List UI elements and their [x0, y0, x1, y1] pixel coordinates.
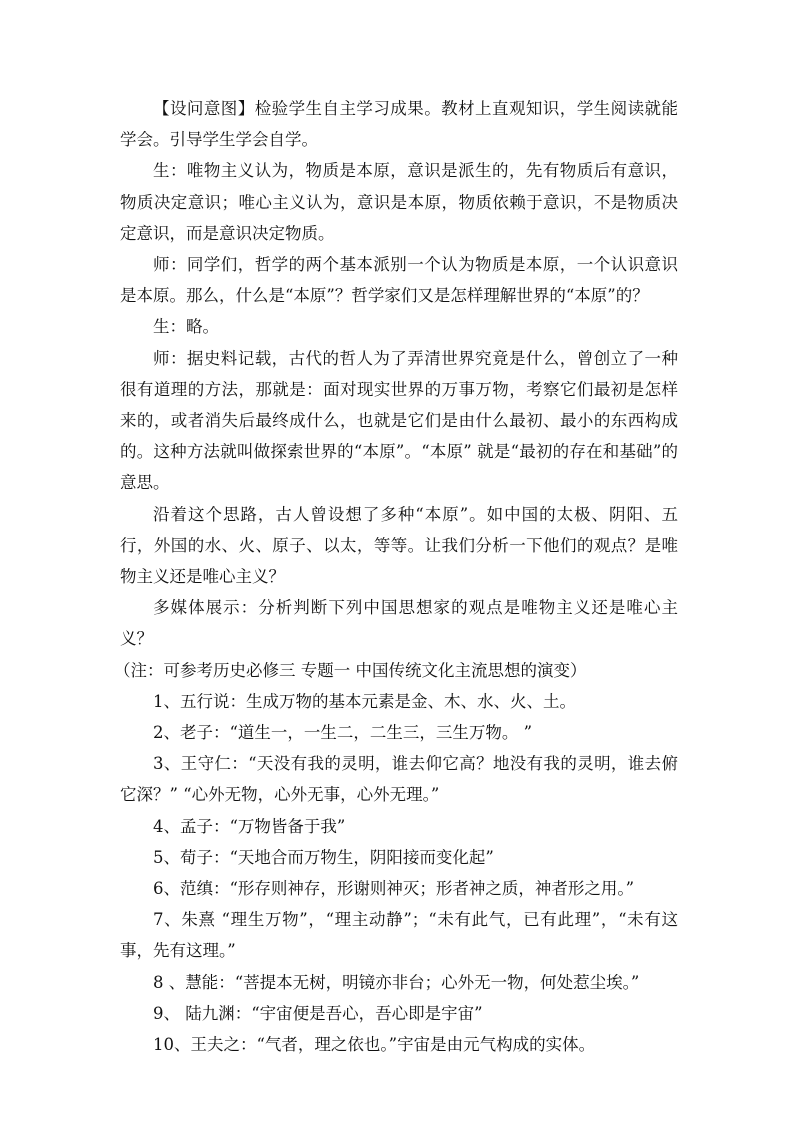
list-item-5: 5、荀子：“天地合而万物生，阴阳接而变化起”	[153, 847, 494, 867]
paragraph-student-answer: 生：唯物主义认为，物质是本原，意识是派生的，先有物质后有意识，物质决定意识；唯心主义认为，意识是本原，物质依赖于意识，不是物质决定意识，而是意识决定物质。	[120, 161, 678, 243]
list-item-8: 8 、慧能：“菩提本无树，明镜亦非台；心外无一物，何处惹尘埃。”	[153, 972, 640, 992]
document-body	[114, 93, 678, 1060]
paragraph-teacher-explanation: 师：据史料记载，古代的哲人为了弄清世界究竟是什么，曾创立了一种很有道理的方法，那就是：面对现实世界的万事万物，考察它们最初是怎样来的，或者消失后最终成什么，也就是它们是由什么最初、最小的东西构成的。这种方法就叫做探索世界的“本原”。“本原” 就是“最初的存在和基础”的意思。	[120, 348, 678, 493]
list-item-6: 6、范缜：“形存则神存，形谢则神灭；形者神之质，神者形之用。”	[153, 879, 635, 899]
paragraph-design-intent: 【设问意图】检验学生自主学习成果。教材上直观知识，学生阅读就能学会。引导学生学会自学。	[120, 99, 678, 150]
paragraph-multimedia-prompt: 多媒体展示：分析判断下列中国思想家的观点是唯物主义还是唯心主义？	[120, 598, 678, 649]
paragraph-ancient-origins: 沿着这个思路，古人曾设想了多种“本原”。如中国的太极、阴阳、五行，外国的水、火、原子、以太，等等。让我们分析一下他们的观点？是唯物主义还是唯心主义？	[120, 504, 678, 587]
paragraph-note: （注：可参考历史必修三 专题一 中国传统文化主流思想的演变）	[114, 660, 587, 680]
list-item-7: 7、朱熹 “理生万物”，“理主动静”；“未有此气，已有此理”，“未有这事，先有这理。”	[120, 910, 678, 961]
list-item-1: 1、五行说：生成万物的基本元素是金、木、水、火、土。	[153, 691, 576, 711]
paragraph-teacher-question: 师：同学们，哲学的两个基本派别一个认为物质是本原，一个认识意识是本原。那么，什么是“本原”？哲学家们又是怎样理解世界的“本原”的？	[120, 255, 678, 306]
list-item-3: 3、王守仁：“天没有我的灵明，谁去仰它高？地没有我的灵明，谁去俯它深？” “心外无物，心外无事，心外无理。”	[120, 754, 678, 805]
list-item-4: 4、孟子：“万物皆备于我”	[153, 816, 346, 836]
list-item-10: 10、王夫之：“气者，理之依也。”宇宙是由元气构成的实体。	[153, 1035, 596, 1055]
list-item-2: 2、老子：“道生一，一生二，二生三，三生万物。 ”	[153, 723, 533, 743]
paragraph-student-brief: 生：略。	[153, 317, 219, 337]
list-item-9: 9、 陆九渊：“宇宙便是吾心，吾心即是宇宙”	[153, 1003, 483, 1023]
